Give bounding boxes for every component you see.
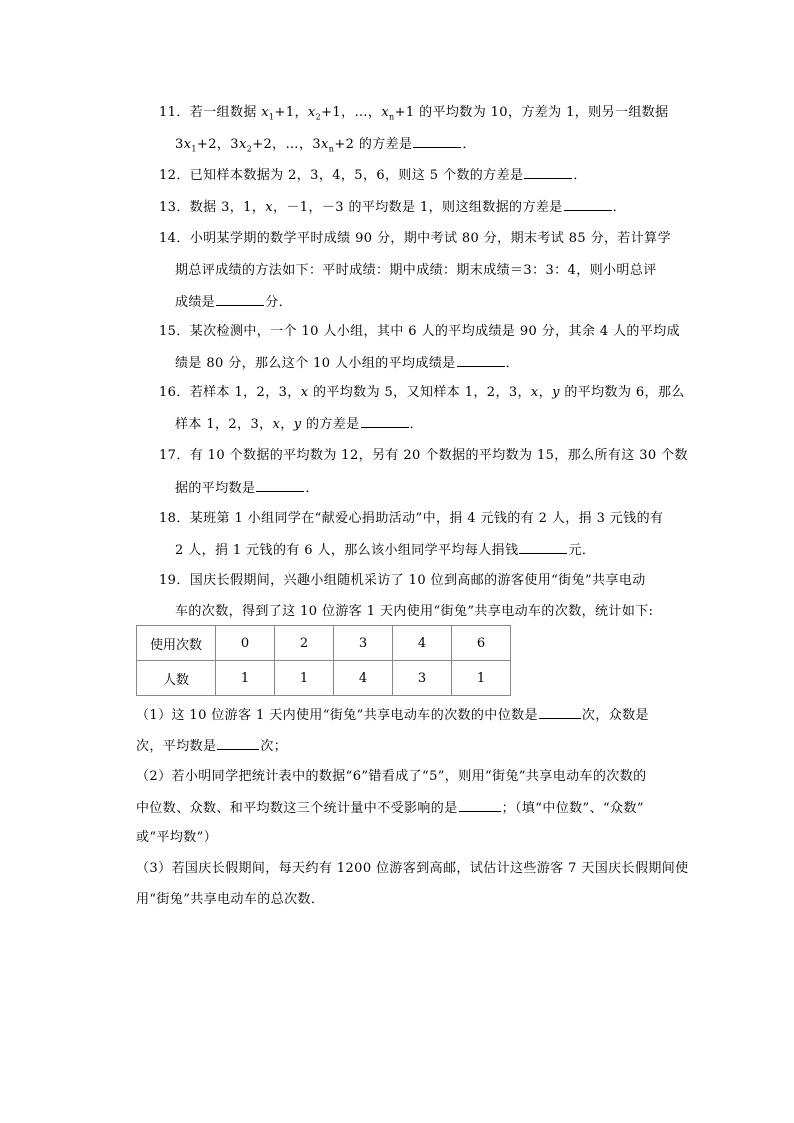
- answer-blank[interactable]: [216, 293, 264, 306]
- question-19-part-3-line-2: 用“街兔”共享电动车的总次数．: [136, 892, 325, 907]
- question-19-part-1-line-2: 次，平均数是 次；: [136, 739, 288, 754]
- question-14-line-2: 期总评成绩的方法如下：平时成绩：期中成绩：期末成绩＝3：3：4，则小明总评: [175, 263, 657, 278]
- usage-statistics-table: [136, 625, 511, 696]
- question-number: 17．: [159, 448, 190, 463]
- table-cell: 1: [275, 661, 334, 696]
- answer-blank[interactable]: [519, 541, 567, 554]
- question-19-part-3-line-1: （3）若国庆长假期间，每天约有 1200 位游客到高邮，试估计这些游客 7 天国庆长假期间使: [136, 861, 689, 876]
- question-19-line-1: 19．国庆长假期间，兴趣小组随机采访了 10 位到高邮的游客使用“街兔”共享电动: [159, 573, 646, 588]
- question-19-line-2: 车的次数，得到了这 10 位游客 1 天内使用“街兔”共享电动车的次数，统计如下:: [175, 604, 654, 619]
- question-13: 13．数据 3，1，x，－1，－3 的平均数是 1，则这组数据的方差是 ．: [159, 200, 627, 215]
- question-number: 14．: [159, 231, 190, 246]
- question-number: 12．: [159, 168, 190, 183]
- question-18-line-2: 2 人，捐 1 元钱的有 6 人，那么该小组同学平均每人捐钱 元．: [175, 543, 596, 558]
- question-19-part-2-line-1: （2）若小明同学把统计表中的数据“6”错看成了“5”，则用“街兔”共享电动车的次数的: [136, 769, 647, 784]
- question-number: 19．: [159, 573, 190, 588]
- table-cell: 0: [216, 626, 275, 661]
- table-row: [137, 626, 511, 661]
- question-11-line-2: $3x_1+2$，$3x_2+2$，…，$3x_n+2$ 的方差是 ．: [175, 137, 476, 154]
- question-12: 12．已知样本数据为 2，3，4，5，6，则这 5 个数的方差是 ．: [159, 168, 587, 183]
- answer-blank[interactable]: [524, 166, 572, 179]
- answer-blank[interactable]: [217, 737, 259, 750]
- table-row: [137, 661, 511, 696]
- answer-blank[interactable]: [459, 799, 501, 812]
- answer-blank[interactable]: [256, 479, 304, 492]
- question-15-line-2: 绩是 80 分，那么这个 10 人小组的平均成绩是 ．: [175, 356, 520, 371]
- table-cell: 6: [452, 626, 511, 661]
- table-cell: 3: [334, 626, 393, 661]
- question-16-line-2: 样本 1，2，3，x，y 的方差是 ．: [175, 417, 423, 432]
- table-cell: 1: [452, 661, 511, 696]
- question-number: 13．: [159, 200, 190, 215]
- table-header-cell: 人数: [137, 661, 216, 696]
- question-16-line-1: 16．若样本 1，2，3，x 的平均数为 5，又知样本 1，2，3，x，y 的平均数为 6，那么: [159, 385, 685, 400]
- answer-blank[interactable]: [539, 706, 581, 719]
- question-11-line-1: 11．若一组数据 $x_1+1$，$x_2+1$，…，$x_n+1$ 的平均数为 10，方差为 1，则另一组数据: [159, 105, 669, 122]
- table-header-cell: 使用次数: [137, 626, 216, 661]
- answer-blank[interactable]: [361, 415, 409, 428]
- table-cell: 4: [393, 626, 452, 661]
- table-cell: 3: [393, 661, 452, 696]
- question-number: 11．: [159, 105, 190, 120]
- table-cell: 2: [275, 626, 334, 661]
- question-19-part-2-line-3: 或“平均数”）: [136, 830, 218, 845]
- question-18-line-1: 18．某班第 1 小组同学在“献爱心捐助活动”中，捐 4 元钱的有 2 人，捐 3 元钱的有: [159, 511, 664, 526]
- question-number: 18．: [159, 511, 190, 526]
- answer-blank[interactable]: [413, 135, 461, 148]
- question-number: 16．: [159, 385, 190, 400]
- question-17-line-1: 17．有 10 个数据的平均数为 12，另有 20 个数据的平均数为 15，那么所有这 30 个数: [159, 448, 688, 463]
- question-17-line-2: 据的平均数是 ．: [175, 481, 319, 496]
- answer-blank[interactable]: [457, 354, 505, 367]
- question-14-line-1: 14．小明某学期的数学平时成绩 90 分，期中考试 80 分，期末考试 85 分，若计算学: [159, 231, 671, 246]
- answer-blank[interactable]: [564, 198, 612, 211]
- question-14-line-3: 成绩是 分．: [175, 295, 293, 310]
- table-cell: 4: [334, 661, 393, 696]
- question-19-part-2-line-2: 中位数、众数、和平均数这三个统计量中不受影响的是 ；（填“中位数”、“众数”: [136, 801, 644, 816]
- question-19-part-1-line-1: （1）这 10 位游客 1 天内使用“街兔”共享电动车的次数的中位数是 次，众数是: [136, 708, 649, 723]
- question-number: 15．: [159, 324, 190, 339]
- question-15-line-1: 15．某次检测中，一个 10 人小组，其中 6 人的平均成绩是 90 分，其余 4 人的平均成: [159, 324, 681, 339]
- table-cell: 1: [216, 661, 275, 696]
